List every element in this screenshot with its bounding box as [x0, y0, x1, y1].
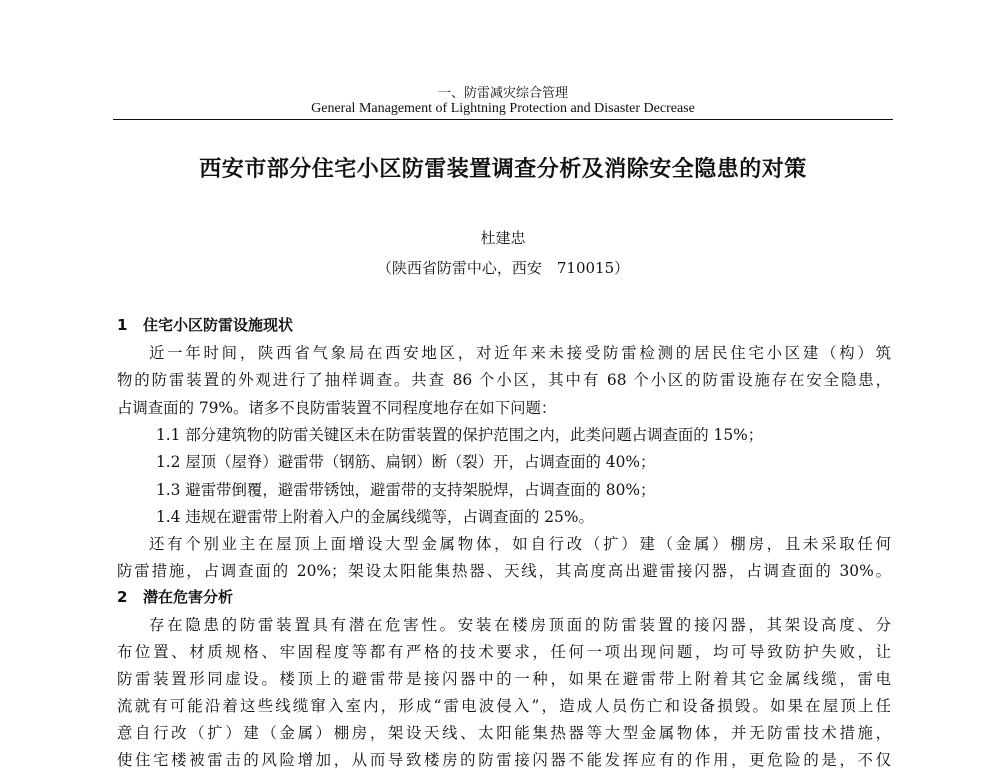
list-item: 1.1 部分建筑物的防雷关键区未在防雷装置的保护范围之内，此类问题占调查面的 15%；: [156, 426, 764, 444]
paragraph-line: 防雷装置形同虚设。楼顶上的避雷带是接闪器中的一种，如果在避雷带上附着其它金属线缆，雷电: [117, 670, 891, 688]
list-item: 1.4 违规在避雷带上附着入户的金属线缆等，占调查面的 25%。: [156, 508, 594, 526]
running-head-chinese: 一、防雷减灾综合管理: [437, 86, 568, 101]
paragraph-line: 近一年时间，陕西省气象局在西安地区，对近年来未接受防雷检测的居民住宅小区建（构）筑: [149, 344, 891, 362]
header-rule: [113, 119, 893, 120]
paragraph-line: 布位置、材质规格、牢固程度等都有严格的技术要求，任何一项出现问题，均可导致防护失败，让: [117, 643, 891, 661]
section-title: 潜在危害分析: [143, 588, 234, 606]
paper-title: 西安市部分住宅小区防雷装置调查分析及消除安全隐患的对策: [199, 157, 807, 182]
paragraph-line: 还有个别业主在屋顶上面增设大型金属物体，如自行改（扩）建（金属）棚房，且未采取任何: [149, 535, 891, 553]
author-affiliation: （陕西省防雷中心，西安 710015）: [376, 259, 630, 277]
paragraph-line: 占调查面的 79%。诸多不良防雷装置不同程度地存在如下问题：: [117, 399, 557, 417]
paragraph-line: 防雷措施，占调查面的 20%；架设太阳能集热器、天线，其高度高出避雷接闪器，占调查面的 30%。: [117, 562, 891, 580]
section-title: 住宅小区防雷设施现状: [143, 316, 294, 334]
section-heading: [117, 586, 233, 607]
list-item: 1.3 避雷带倒覆，避雷带锈蚀，避雷带的支持架脱焊，占调查面的 80%；: [156, 481, 656, 499]
running-head-english: General Management of Lightning Protection and Disaster Decrease: [311, 101, 695, 116]
paragraph-line: 使住宅楼被雷击的风险增加，从而导致楼房的防雷接闪器不能发挥应有的作用，更危险的是，不仅: [117, 751, 891, 769]
section-number: 2: [117, 588, 128, 606]
section-heading: [117, 314, 293, 335]
paragraph-line: 存在隐患的防雷装置具有潜在危害性。安装在楼房顶面的防雷装置的接闪器，其架设高度、分: [149, 616, 891, 634]
paragraph-line: 物的防雷装置的外观进行了抽样调查。共查 86 个小区，其中有 68 个小区的防雷设施存在安全隐患，: [117, 371, 891, 389]
author-name: 杜建忠: [480, 229, 526, 247]
paragraph-line: 意自行改（扩）建（金属）棚房，架设天线、太阳能集热器等大型金属物体，并无防雷技术措施，: [117, 724, 891, 742]
list-item: 1.2 屋顶（屋脊）避雷带（钢筋、扁钢）断（裂）开，占调查面的 40%；: [156, 453, 656, 471]
paragraph-line: 流就有可能沿着这些线缆窜入室内，形成“雷电波侵入”，造成人员伤亡和设备损毁。如果在屋顶上任: [117, 697, 891, 715]
section-number: 1: [117, 316, 128, 334]
